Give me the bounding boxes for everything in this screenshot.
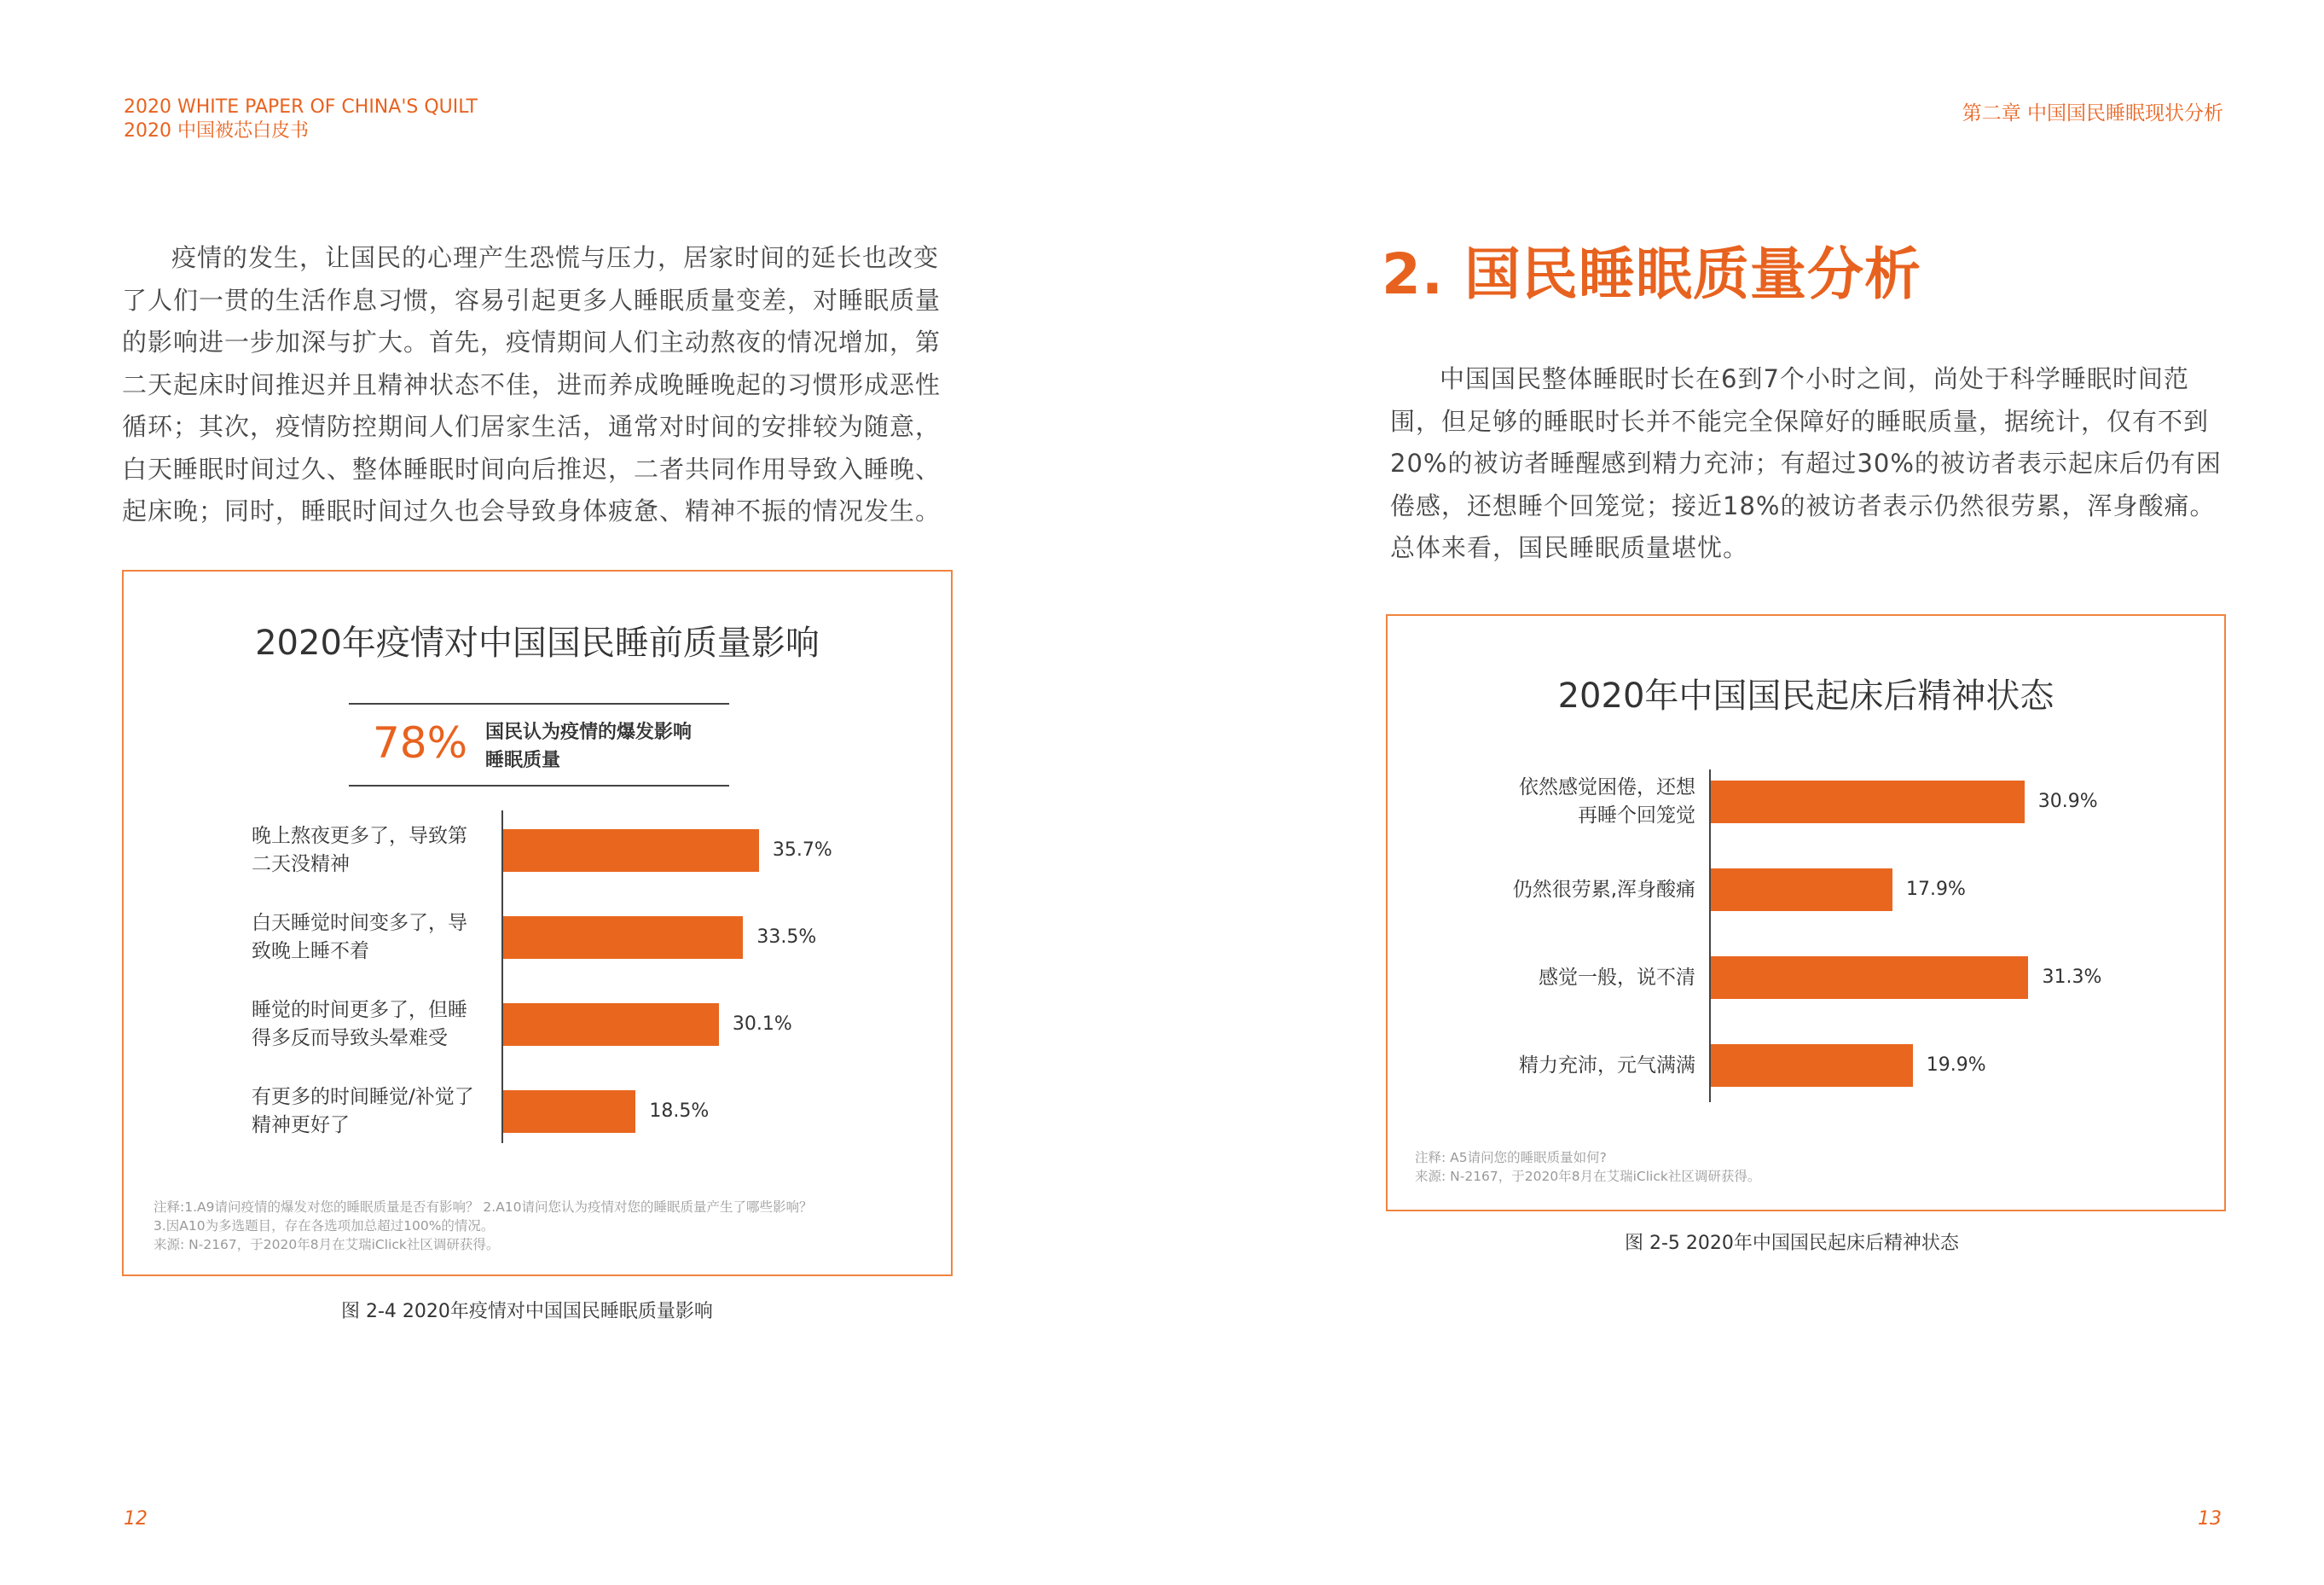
chart-title-right: 2020年中国国民起床后精神状态 — [1557, 676, 2055, 716]
callout-rule-top — [349, 703, 729, 705]
bar-category-label — [252, 1083, 474, 1140]
chart-title-left: 2020年疫情对中国国民睡前质量影响 — [255, 624, 820, 663]
callout-text-line1: 国民认为疫情的爆发影响 — [485, 722, 693, 743]
chart-note: 注释:1.A9请问疫情的爆发对您的睡眠质量是否有影响？ 2.A10请问您认为疫情对您的睡眠质量产生了哪些影响？ — [154, 1199, 813, 1215]
bar-category-label-line: 精神更好了 — [252, 1114, 350, 1136]
page-number-right: 13 — [2198, 1508, 2222, 1530]
bar-category-label-line: 依然感觉困倦，还想 — [1519, 776, 1695, 798]
bar-value-label: 18.5% — [649, 1100, 710, 1122]
page-number-left: 12 — [124, 1508, 148, 1530]
callout-percent: 78% — [373, 718, 468, 768]
bar-category-label-line: 致晚上睡不着 — [252, 940, 369, 962]
callout-rule-bottom — [349, 785, 729, 787]
bar — [1711, 781, 2025, 823]
figure-caption-left: 图 2-4 2020年疫情对中国国民睡眠质量影响 — [341, 1301, 713, 1322]
bar-category-label — [1519, 774, 1695, 830]
callout-text-line2: 睡眠质量 — [485, 750, 561, 771]
bar-category-label-line: 得多反而导致头晕难受 — [252, 1027, 448, 1049]
bar — [503, 916, 743, 959]
figure-caption-right: 图 2-5 2020年中国国民起床后精神状态 — [1625, 1233, 1959, 1254]
bar-category-label-line: 仍然很劳累,浑身酸痛 — [1512, 878, 1695, 901]
bar — [1711, 868, 1892, 911]
chart-box-right — [1386, 614, 2226, 1211]
header-title-cn: 2020 中国被芯白皮书 — [124, 120, 309, 142]
bar-category-label — [252, 909, 467, 966]
bar-value-label: 17.9% — [1906, 879, 1966, 900]
left-paragraph — [122, 237, 958, 533]
bar-category-label-line: 感觉一般，说不清 — [1539, 966, 1695, 989]
right-paragraph — [1390, 358, 2226, 570]
bar-value-label: 19.9% — [1926, 1054, 1986, 1076]
bar-value-label: 30.9% — [2037, 791, 2098, 812]
bar-category-label-line: 精力充沛，元气满满 — [1519, 1054, 1695, 1077]
bar — [503, 1003, 719, 1046]
bar — [503, 829, 759, 872]
callout-text — [485, 718, 692, 775]
section-title: 2. 国民睡眠质量分析 — [1382, 241, 1921, 307]
chart-notes-right — [1415, 1148, 1760, 1186]
running-header-right: 第二章 中国国民睡眠现状分析 — [1962, 102, 2223, 125]
bar-category-label-line: 二天没精神 — [252, 853, 350, 875]
bar-category-label-line: 再睡个回笼觉 — [1578, 804, 1695, 827]
chart-note: 注释: A5请问您的睡眠质量如何? — [1415, 1150, 1607, 1165]
bar — [1711, 956, 2028, 999]
bar — [503, 1090, 635, 1133]
chart-box-left — [122, 570, 953, 1276]
header-title-en: 2020 WHITE PAPER OF CHINA'S QUILT — [124, 96, 478, 118]
chart-note: 来源: N-2167，于2020年8月在艾瑞iClick社区调研获得。 — [1415, 1169, 1761, 1184]
running-header-left — [124, 96, 478, 143]
right-paragraph-text: 中国国民整体睡眠时长在6到7个小时之间，尚处于科学睡眠时间范围，但足够的睡眠时长并不能完全保障好的睡眠质量，据统计，仅有不到20%的被访者睡醒感到精力充沛；有超过30%的被访者表示起床后仍有困倦感，还想睡个回笼觉；接近18%的被访者表示仍然很劳累，浑身酸痛。总体来看，国民睡眠质量堪忧。 — [1390, 364, 2222, 562]
bar-category-label — [252, 996, 467, 1053]
bar-category-label — [1539, 964, 1695, 992]
chart-notes-left — [154, 1198, 813, 1254]
bar-value-label: 35.7% — [772, 839, 832, 861]
bar-category-label-line: 白天睡觉时间变多了，导 — [252, 912, 467, 934]
chart-note: 3.因A10为多选题目，存在各选项加总超过100%的情况。 — [154, 1218, 495, 1234]
bar-category-label — [1519, 1052, 1695, 1080]
bar — [1711, 1044, 1913, 1087]
chart-note: 来源: N-2167，于2020年8月在艾瑞iClick社区调研获得。 — [154, 1237, 500, 1252]
bar-category-label-line: 有更多的时间睡觉/补觉了 — [252, 1086, 474, 1108]
bar-value-label: 31.3% — [2042, 967, 2102, 988]
bar-category-label-line: 晚上熬夜更多了，导致第 — [252, 825, 467, 847]
bar-category-label-line: 睡觉的时间更多了，但睡 — [252, 999, 467, 1021]
bar-category-label — [1513, 876, 1695, 904]
bar-value-label: 30.1% — [732, 1013, 792, 1035]
bar-category-label — [252, 822, 467, 879]
left-paragraph-text: 疫情的发生，让国民的心理产生恐慌与压力，居家时间的延长也改变了人们一贯的生活作息习惯，容易引起更多人睡眠质量变差，对睡眠质量的影响进一步加深与扩大。首先，疫情期间人们主动熬夜的情况增加，第二天起床时间推迟并且精神状态不佳，进而养成晚睡晚起的习惯形成恶性循环；其次，疫情防控期间人们居家生活，通常对时间的安排较为随意，白天睡眠时间过久、整体睡眠时间向后推迟，二者共同作用导致入睡晚、起床晚；同时，睡眠时间过久也会导致身体疲惫、精神不振的情况发生。 — [122, 243, 942, 525]
bar-value-label: 33.5% — [756, 926, 817, 948]
